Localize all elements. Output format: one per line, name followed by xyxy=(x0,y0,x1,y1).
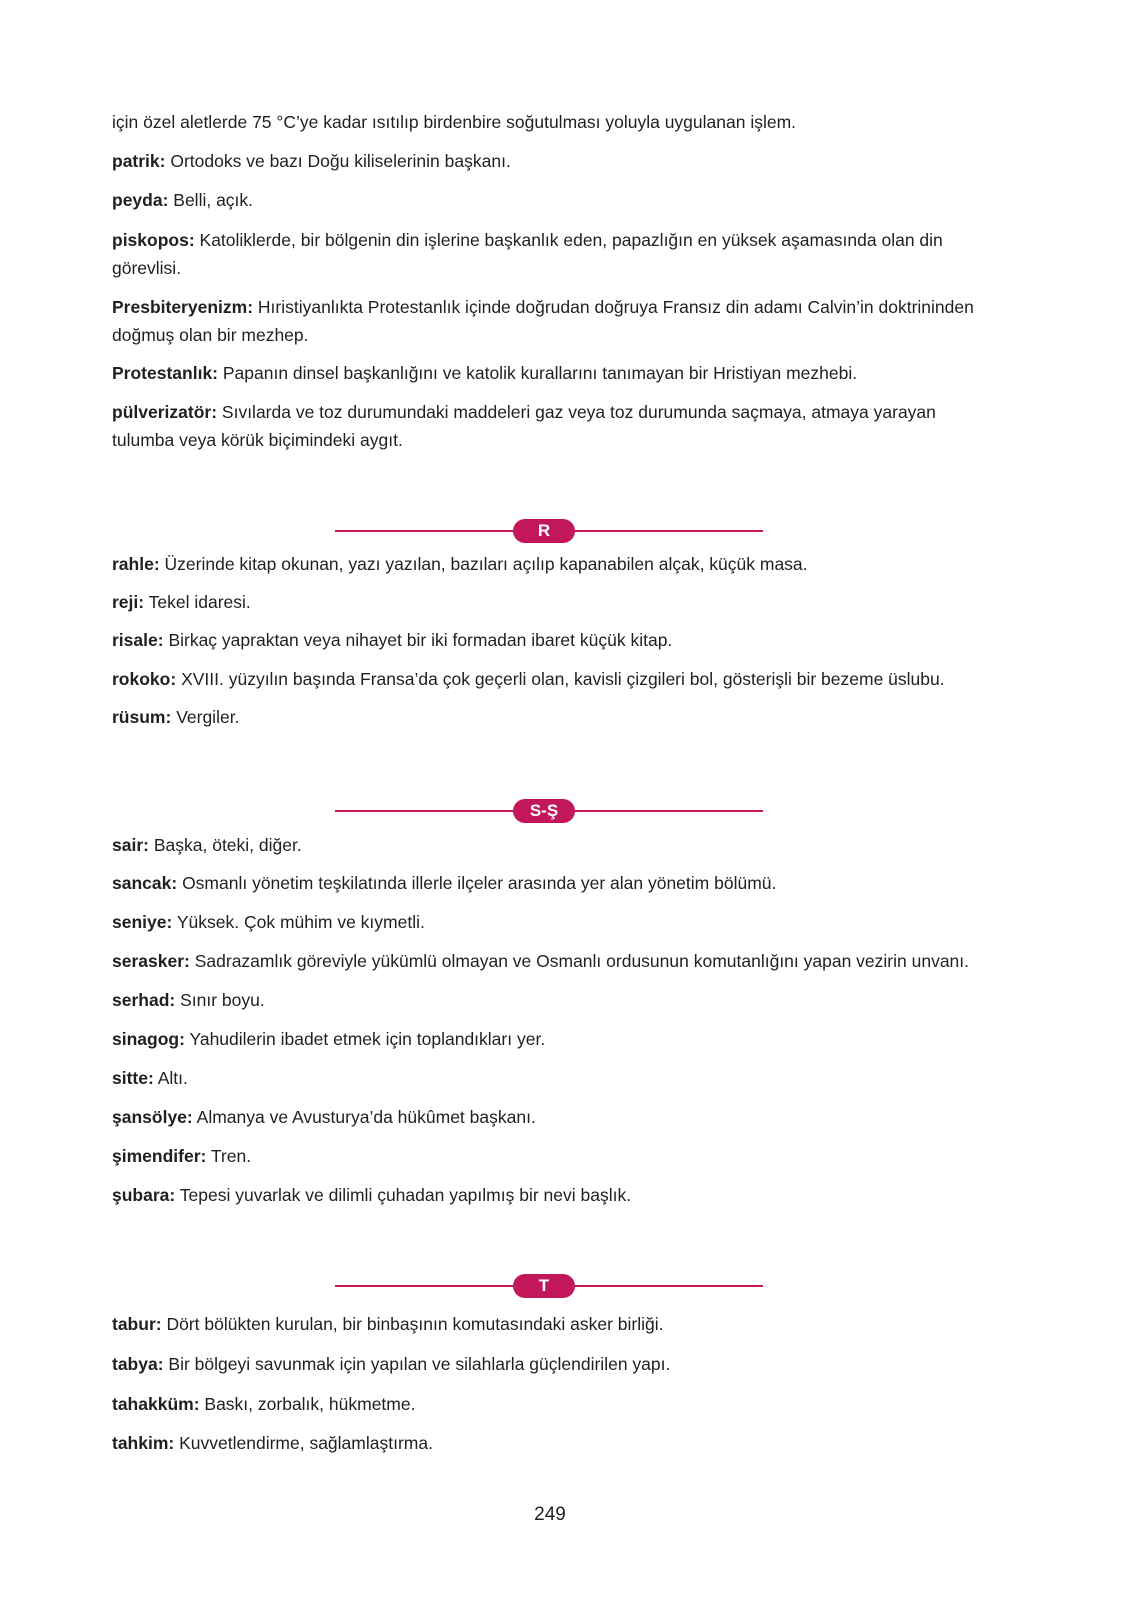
entry-term: piskopos: xyxy=(112,230,195,250)
glossary-entry xyxy=(112,1310,994,1338)
entry-definition: Sadrazamlık göreviyle yükümlü olmayan ve Osmanlı ordusunun komutanlığını yapan vezirin unvanı. xyxy=(194,951,970,971)
entry-term: reji: xyxy=(112,592,145,612)
entry-term: Protestanlık: xyxy=(112,363,218,383)
entry-definition: Üzerinde kitap okunan, yazı yazılan, bazıları açılıp kapanabilen alçak, küçük masa. xyxy=(164,554,808,574)
entry-term: patrik: xyxy=(112,151,166,171)
glossary-entry xyxy=(112,703,994,731)
entry-definition: Yüksek. Çok mühim ve kıymetli. xyxy=(176,912,425,932)
glossary-entry xyxy=(112,1025,994,1053)
entry-term: sinagog: xyxy=(112,1029,185,1049)
section-divider-s xyxy=(335,799,763,823)
entry-definition: Osmanlı yönetim teşkilatında illerle ilçeler arasında yer alan yönetim bölümü. xyxy=(182,873,777,893)
entry-term: seniye: xyxy=(112,912,173,932)
entry-term: tabya: xyxy=(112,1354,164,1374)
section-letter-badge: S-Ş xyxy=(513,799,575,823)
glossary-entry xyxy=(112,359,994,387)
entry-definition: Bir bölgeyi savunmak için yapılan ve silahlarla güçlendirilen yapı. xyxy=(168,1354,671,1374)
entry-definition: Belli, açık. xyxy=(173,190,254,210)
entry-definition: Almanya ve Avusturya’da hükûmet başkanı. xyxy=(196,1107,536,1127)
glossary-entry xyxy=(112,147,994,175)
glossary-entry xyxy=(112,908,994,936)
entry-definition: Başka, öteki, diğer. xyxy=(153,835,302,855)
entry-term: şansölye: xyxy=(112,1107,193,1127)
glossary-entry xyxy=(112,626,994,654)
entry-term: rokoko: xyxy=(112,669,177,689)
entry-definition: Yahudilerin ibadet etmek için toplandıkları yer. xyxy=(189,1029,546,1049)
glossary-entry xyxy=(112,947,994,975)
entry-term: pülverizatör: xyxy=(112,402,218,422)
glossary-entry xyxy=(112,665,994,693)
entry-term: şubara: xyxy=(112,1185,176,1205)
entry-term: Presbiteryenizm: xyxy=(112,297,254,317)
entry-term: sitte: xyxy=(112,1068,154,1088)
entry-term: tahkim: xyxy=(112,1433,175,1453)
entry-definition: Baskı, zorbalık, hükmetme. xyxy=(204,1394,416,1414)
section-letter-badge: R xyxy=(513,519,575,543)
entry-definition: Kuvvetlendirme, sağlamlaştırma. xyxy=(179,1433,433,1453)
entry-term: peyda: xyxy=(112,190,169,210)
entry-term: rahle: xyxy=(112,554,160,574)
glossary-entry xyxy=(112,986,994,1014)
entry-definition: Tepesi yuvarlak ve dilimli çuhadan yapılmış bir nevi başlık. xyxy=(179,1185,632,1205)
entry-definition: Tren. xyxy=(210,1146,252,1166)
entry-term: sair: xyxy=(112,835,149,855)
page-number: 249 xyxy=(534,1504,566,1525)
glossary-entry xyxy=(112,226,994,282)
section-letter-badge: T xyxy=(513,1274,575,1298)
entry-definition: Sınır boyu. xyxy=(180,990,265,1010)
section-divider-t xyxy=(335,1274,763,1298)
glossary-entry xyxy=(112,293,994,349)
entry-definition: Tekel idaresi. xyxy=(148,592,251,612)
glossary-entry xyxy=(112,550,994,578)
glossary-entry xyxy=(112,1181,994,1209)
glossary-entry xyxy=(112,831,994,859)
glossary-entry xyxy=(112,186,994,214)
glossary-entry xyxy=(112,1390,994,1418)
entry-term: sancak: xyxy=(112,873,178,893)
glossary-entry xyxy=(112,1103,994,1131)
entry-term: risale: xyxy=(112,630,164,650)
glossary-entry xyxy=(112,1142,994,1170)
glossary-entry xyxy=(112,1429,994,1457)
entry-definition: Sıvılarda ve toz durumundaki maddeleri gaz veya toz durumunda saçmaya, atmaya yarayan tulumba veya körük biçimindeki aygıt. xyxy=(112,402,936,450)
entry-definition: Dört bölükten kurulan, bir binbaşının komutasındaki asker birliği. xyxy=(166,1314,664,1334)
entry-definition: Papanın dinsel başkanlığını ve katolik kurallarını tanımayan bir Hristiyan mezhebi. xyxy=(222,363,858,383)
entry-term: tahakküm: xyxy=(112,1394,200,1414)
entry-definition: Ortodoks ve bazı Doğu kiliselerinin başkanı. xyxy=(170,151,511,171)
entry-term: serasker: xyxy=(112,951,190,971)
entry-definition: XVIII. yüzyılın başında Fransa’da çok geçerli olan, kavisli çizgileri bol, gösterişli bir bezeme üslubu. xyxy=(181,669,945,689)
entry-term: tabur: xyxy=(112,1314,162,1334)
glossary-entry xyxy=(112,869,994,897)
glossary-entry xyxy=(112,1350,994,1378)
entry-definition: Katoliklerde, bir bölgenin din işlerine başkanlık eden, papazlığın en yüksek aşamasında olan din görevlisi. xyxy=(112,230,943,278)
entry-term: serhad: xyxy=(112,990,176,1010)
entry-term: şimendifer: xyxy=(112,1146,207,1166)
entry-definition: Hıristiyanlıkta Protestanlık içinde doğrudan doğruya Fransız din adamı Calvin’in doktrininden doğmuş olan bir mezhep. xyxy=(112,297,974,345)
entry-definition: Altı. xyxy=(157,1068,188,1088)
glossary-entry xyxy=(112,588,994,616)
entry-definition: Birkaç yapraktan veya nihayet bir iki formadan ibaret küçük kitap. xyxy=(168,630,673,650)
entry-definition: Vergiler. xyxy=(176,707,240,727)
glossary-entry xyxy=(112,398,994,454)
section-divider-r xyxy=(335,519,763,543)
continuation-text: için özel aletlerde 75 °C’ye kadar ısıtılıp birdenbire soğutulması yoluyla uygulanan işlem. xyxy=(112,112,797,132)
glossary-entry xyxy=(112,1064,994,1092)
entry-term: rüsum: xyxy=(112,707,172,727)
